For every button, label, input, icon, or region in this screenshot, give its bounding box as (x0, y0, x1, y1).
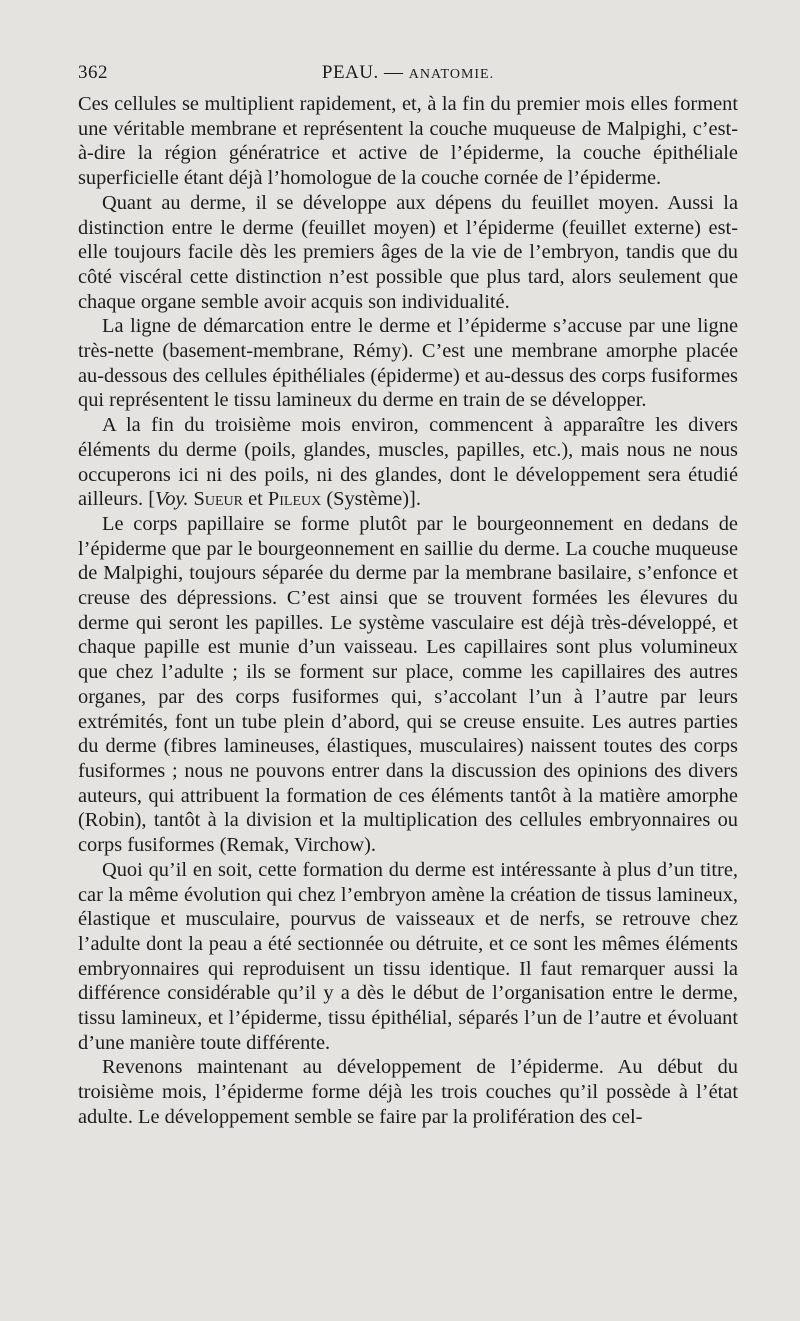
paragraph-4-end: (Système)]. (321, 488, 421, 511)
paragraph-1: Ces cellules se multiplient rapidement, et, à la fin du premier mois elles forment une véritable membrane et représentent la couche muqueuse de Malpighi, c’est-à-dire la région génératrice et active de l’épiderme, la couche épithéliale superficielle étant déjà l’homologue de la couche cornée de l’épiderme. (78, 93, 738, 190)
running-title-sub: ANATOMIE. (408, 67, 495, 82)
ref-sueur: Sueur (193, 488, 243, 511)
running-head (78, 62, 738, 92)
running-title-separator: — (378, 62, 409, 83)
page-number: 362 (78, 62, 108, 83)
paragraph-4-text: A la fin du troisième mois environ, commencent à apparaître les divers éléments du derme (poils, glandes, muscles, papilles, etc.), mais nous ne nous occuperons ici ni des poils, ni des glandes, dont le développement sera étudié ailleurs. [ (78, 414, 738, 511)
paragraph-5: Le corps papillaire se forme plutôt par le bourgeonnement en dedans de l’épiderme que par le bourgeonnement en saillie du derme. La couche muqueuse de Malpighi, toujours séparée du derme par la membrane basilaire, s’enfonce et creuse des dépressions. C’est ainsi que se trouvent formées les élevures du derme qui seront les papilles. Le système vasculaire est déjà très-développé, et chaque papille est munie d’un vaisseau. Les capillaires sont plus volumineux que chez l’adulte ; ils se forment sur place, comme les capillaires des autres organes, par des corps fusiformes qui, s’accolant l’un à l’autre par leurs extrémités, font un tube plein d’abord, qui se creuse ensuite. Les autres parties du derme (fibres lamineuses, élastiques, musculaires) naissent toutes des corps fusiformes ; nous ne pouvons entrer dans la discussion des opinions des divers auteurs, qui attribuent la formation de ces éléments tantôt à la matière amorphe (Robin), tantôt à la division et la multiplication des cellules embryonnaires ou corps fusiformes (Remak, Virchow). (78, 512, 738, 857)
paragraph-4 (78, 413, 738, 512)
ref-et: et (243, 488, 268, 511)
paragraph-2: Quant au derme, il se développe aux dépens du feuillet moyen. Aussi la distinction entre le derme (feuillet moyen) et l’épiderme (feuillet externe) est-elle toujours facile dès les premiers âges de la vie de l’embryon, tandis que du côté viscéral cette distinction n’est possible que plus tard, alors seulement que chaque organe semble avoir acquis son individualité. (78, 191, 738, 313)
body-text (78, 92, 738, 1130)
running-title (78, 62, 738, 84)
paragraph-7: Revenons maintenant au développement de l’épiderme. Au début du troisième mois, l’épiderme forme déjà les trois couches qu’il possède à l’état adulte. Le développement semble se faire par la prolifération des cel- (78, 1056, 738, 1128)
ref-pileux: Pileux (267, 488, 322, 511)
paragraph-3: La ligne de démarcation entre le derme et l’épiderme s’accuse par une ligne très-nette (basement-membrane, Rémy). C’est une membrane amorphe placée au-dessous des cellules épithéliales (épiderme) et au-dessus des corps fusiformes qui représentent le tissu lamineux du derme en train de se développer. (78, 315, 738, 412)
paragraph-6: Quoi qu’il en soit, cette formation du derme est intéressante à plus d’un titre, car la même évolution qui chez l’embryon amène la création de tissus lamineux, élastique et musculaire, pourvus de vaisseaux et de nerfs, se retrouve chez l’adulte dont la peau a été sectionnée ou détruite, et ce sont les mêmes éléments embryonnaires qui reproduisent un tissu identique. Il faut remarquer aussi la différence considérable qu’il y a dès le début de l’organisation entre le derme, tissu lamineux, et l’épiderme, tissu épithélial, séparés l’un de l’autre et évoluant d’une manière toute différente. (78, 858, 738, 1054)
voy-abbrev: Voy. (155, 488, 189, 511)
running-title-main: PEAU. (321, 62, 379, 83)
